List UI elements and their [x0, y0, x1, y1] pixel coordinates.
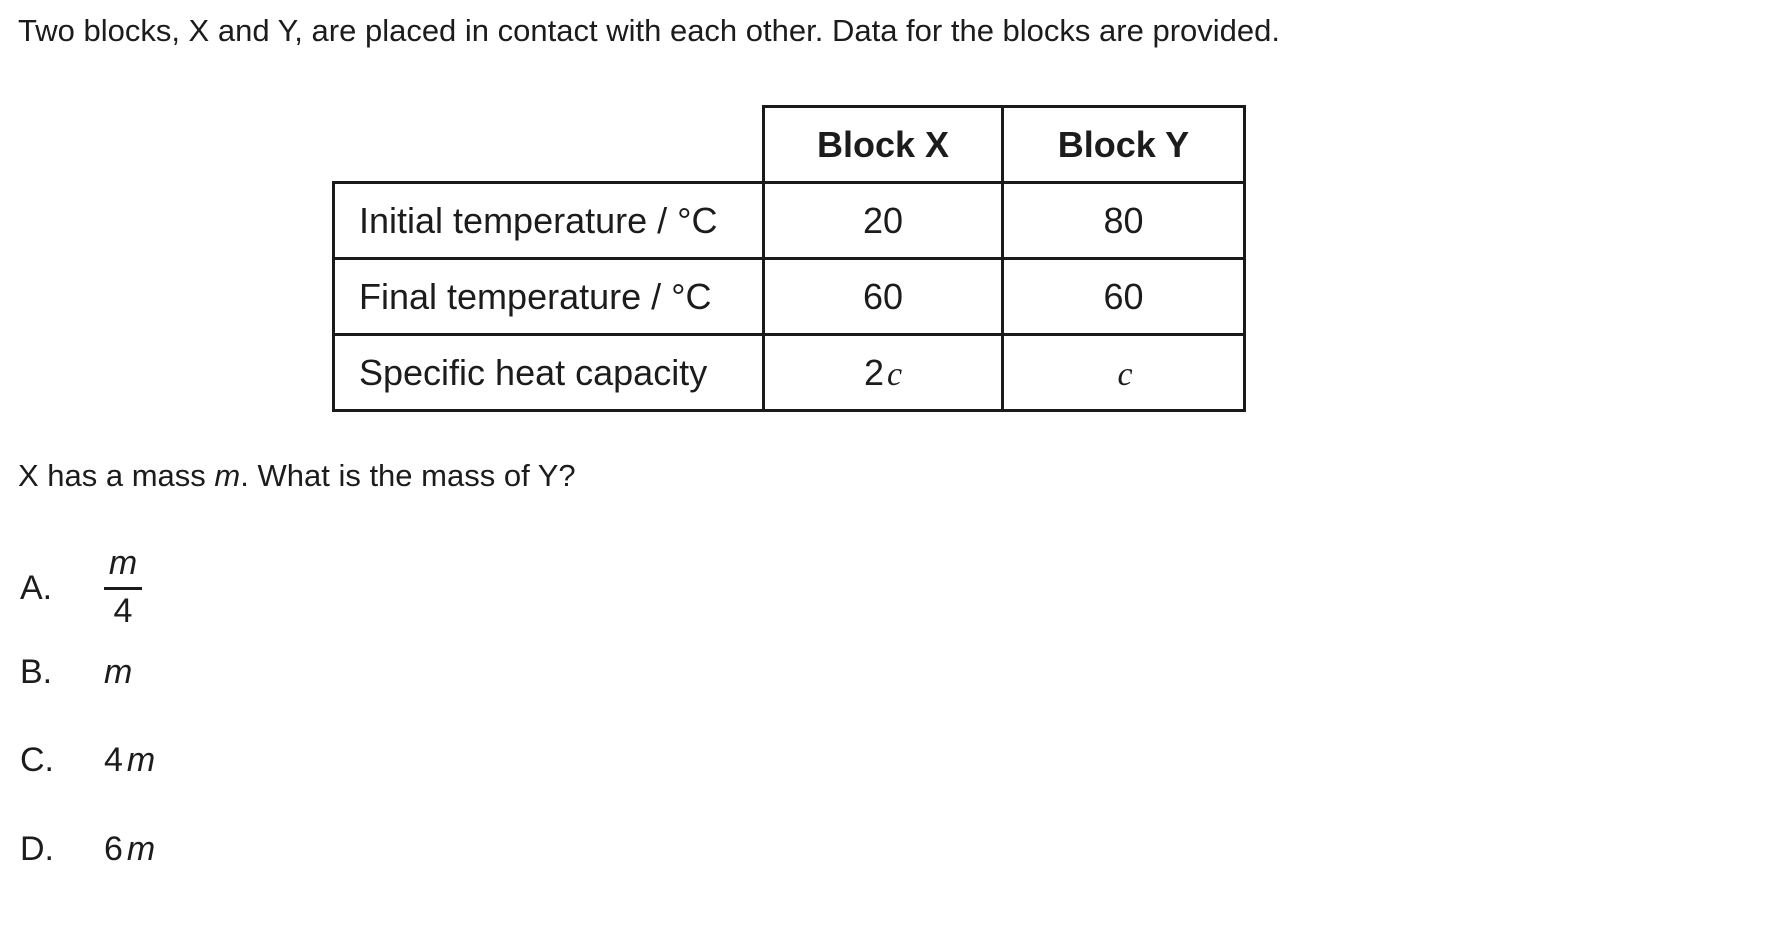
coefficient-2: 2: [863, 351, 884, 393]
table-row-initial-temperature: [334, 183, 1245, 259]
table-row-final-temperature: [334, 259, 1245, 335]
coefficient-4: 4: [104, 740, 123, 779]
row-label-initial-temperature: Initial temperature / °C: [334, 183, 764, 259]
option-d-letter: D.: [20, 829, 54, 868]
table-row-specific-heat-capacity: [334, 335, 1245, 411]
option-a-fraction: [104, 546, 142, 629]
option-c-letter: C.: [20, 740, 54, 779]
cell-final-temp-block-x: 60: [764, 259, 1003, 335]
option-b: [20, 652, 132, 692]
option-c: [20, 740, 155, 780]
question-intro: Two blocks, X and Y, are placed in contact with each other. Data for the blocks are provided.: [18, 13, 1280, 48]
question-text: [18, 458, 576, 494]
table-corner-blank-cell: [334, 107, 764, 183]
coefficient-6: 6: [104, 829, 123, 868]
fraction-numerator: m: [108, 544, 138, 583]
option-c-value: [104, 741, 155, 780]
variable-c: c: [1117, 355, 1133, 393]
option-d: [20, 829, 155, 869]
cell-specific-heat-block-y: [1003, 335, 1245, 411]
fraction-denominator: 4: [113, 592, 133, 630]
cell-specific-heat-block-x: [764, 335, 1003, 411]
variable-m: m: [126, 740, 156, 779]
table-header-row: [334, 107, 1245, 183]
variable-c: c: [886, 355, 903, 393]
row-label-specific-heat-capacity: Specific heat capacity: [334, 335, 764, 411]
cell-final-temp-block-y: 60: [1003, 259, 1245, 335]
row-label-final-temperature: Final temperature / °C: [334, 259, 764, 335]
option-a-letter: A.: [20, 568, 53, 607]
data-table: [332, 105, 1246, 412]
table-header-block-y: Block Y: [1003, 107, 1245, 183]
option-b-letter: B.: [20, 652, 53, 691]
variable-m: m: [214, 458, 241, 493]
option-a: [20, 538, 142, 638]
option-d-value: [104, 830, 155, 869]
cell-initial-temp-block-x: 20: [764, 183, 1003, 259]
option-b-value: m: [104, 652, 133, 691]
cell-initial-temp-block-y: 80: [1003, 183, 1245, 259]
table-header-block-x: Block X: [764, 107, 1003, 183]
question-prefix: X has a mass: [18, 458, 215, 493]
variable-m: m: [126, 829, 156, 868]
question-suffix: . What is the mass of Y?: [240, 458, 576, 493]
fraction-bar: [104, 587, 142, 590]
